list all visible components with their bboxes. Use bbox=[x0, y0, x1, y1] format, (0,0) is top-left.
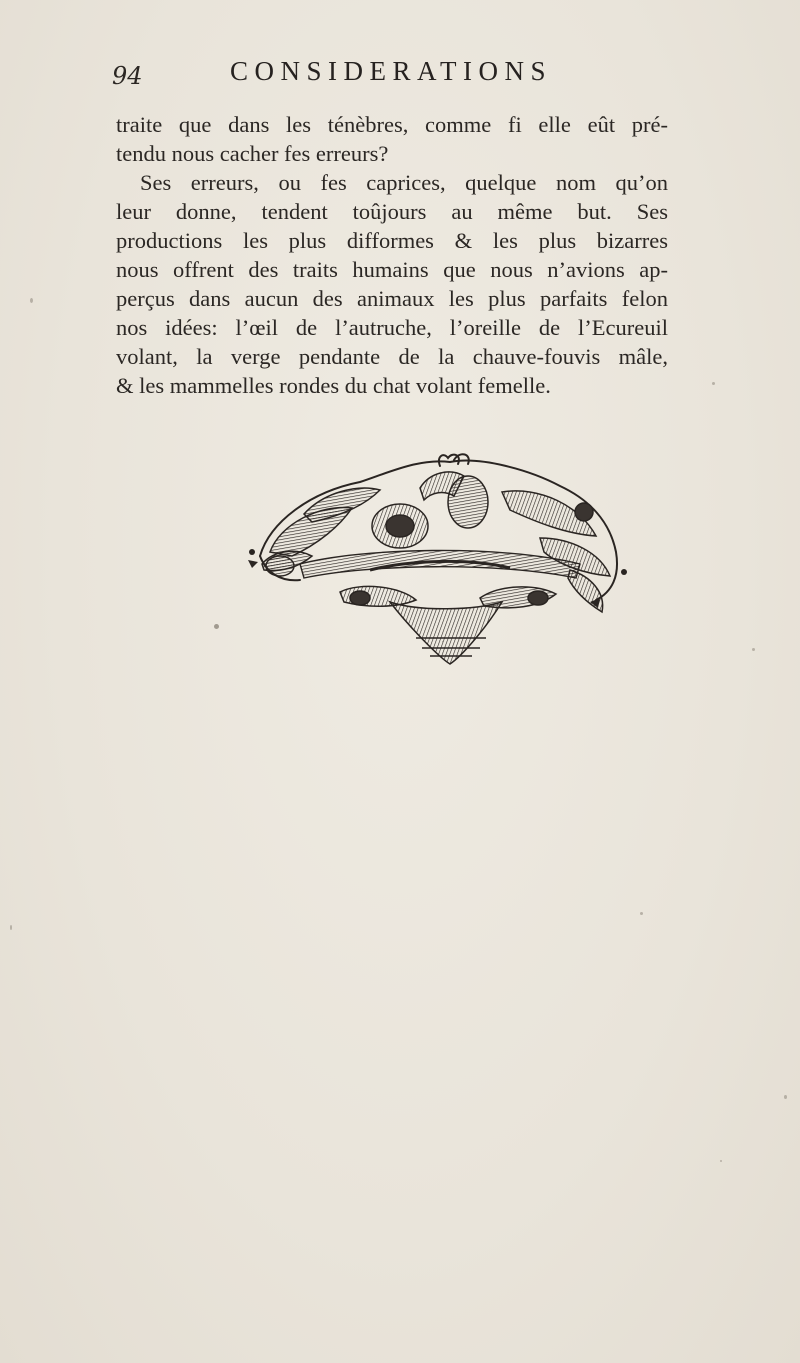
text-line: traite que dans les ténèbres, comme fi elle eût pré- bbox=[116, 112, 668, 137]
text-line: nos idées: l’œil de l’autruche, l’oreille de l’Ecureuil bbox=[116, 315, 668, 340]
paper-speck bbox=[214, 624, 219, 629]
page-number: 94 bbox=[112, 62, 143, 90]
text-line: productions les plus difformes & les plus bizarres bbox=[116, 228, 668, 253]
text-line: Ses erreurs, ou fes caprices, quelque nom qu’on bbox=[140, 170, 668, 195]
paper-speck bbox=[10, 925, 12, 930]
paper-speck bbox=[720, 1160, 722, 1162]
text-line: volant, la verge pendante de la chauve-fouvis mâle, bbox=[116, 344, 668, 369]
paper-speck bbox=[640, 912, 643, 915]
paper-speck bbox=[30, 298, 33, 303]
running-head: CONSIDERATIONS bbox=[230, 56, 553, 86]
page-header bbox=[112, 52, 672, 96]
body-text bbox=[116, 110, 668, 400]
text-line: tendu nous cacher fes erreurs? bbox=[116, 141, 389, 166]
paper-speck bbox=[712, 382, 715, 385]
foliage-ornament-icon bbox=[240, 452, 640, 666]
text-line: & les mammelles rondes du chat volant femelle. bbox=[116, 373, 551, 398]
paper-speck bbox=[752, 648, 755, 651]
text-line: perçus dans aucun des animaux les plus parfaits felon bbox=[116, 286, 668, 311]
text-line: nous offrent des traits humains que nous n’avions ap- bbox=[116, 257, 668, 282]
text-line: leur donne, tendent toûjours au même but. Ses bbox=[116, 199, 668, 224]
paper-speck bbox=[784, 1095, 787, 1099]
